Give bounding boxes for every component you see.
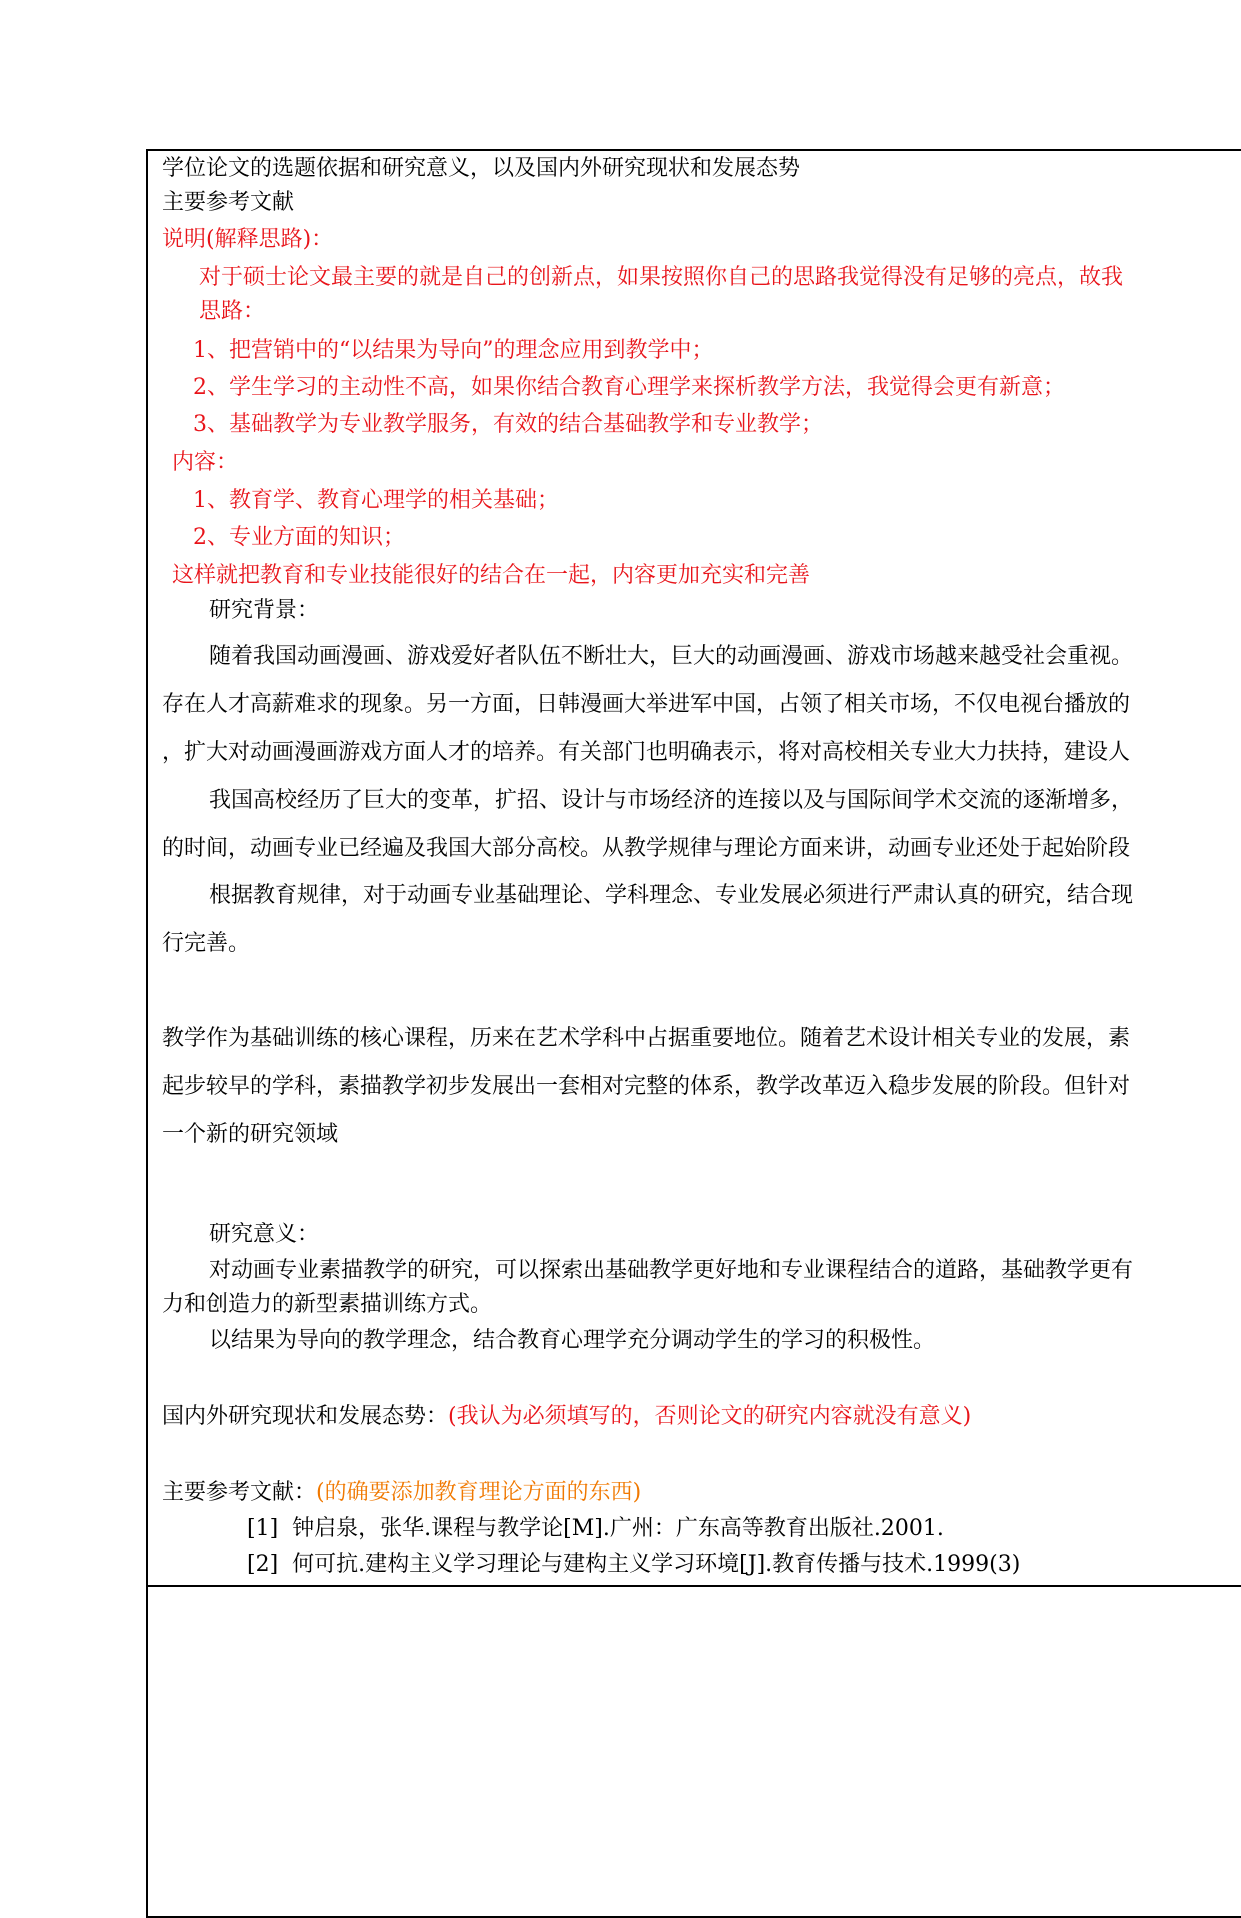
background-p2-line-2: 的时间，动画专业已经遍及我国大部分高校。从教学规律与理论方面来讲，动画专业还处于起始阶段 — [162, 836, 1131, 861]
reference-item-1 — [247, 1515, 944, 1543]
background-p4-line-1: 教学作为基础训练的核心课程，历来在艺术学科中占据重要地位。随着艺术设计相关专业的发展，素 — [162, 1026, 1131, 1051]
section-subtitle: 主要参考文献 — [162, 190, 295, 215]
significance-heading: 研究意义： — [209, 1222, 320, 1247]
table-bottom-border — [146, 1585, 1241, 1587]
background-p4-line-3: 一个新的研究领域 — [162, 1122, 339, 1147]
note-intro-line-1: 对于硕士论文最主要的就是自己的创新点，如果按照你自己的思路我觉得没有足够的亮点，故我 — [199, 265, 1124, 290]
background-p2-line-1: 我国高校经历了巨大的变革，扩招、设计与市场经济的连接以及与国际间学术交流的逐渐增多， — [209, 788, 1134, 813]
note-content-heading: 内容： — [172, 450, 239, 475]
reference-text: 何可抗.建构主义学习理论与建构主义学习环境[J].教育传播与技术.1999(3) — [292, 1552, 1021, 1577]
reference-text: 钟启泉，张华.课程与教学论[M].广州：广东高等教育出版社.2001. — [292, 1516, 944, 1541]
note-point-1: 1、把营销中的“以结果为导向”的理念应用到教学中； — [193, 338, 714, 363]
note-content-item-1: 1、教育学、教育心理学的相关基础； — [193, 488, 559, 513]
background-p1-line-2: 存在人才高薪难求的现象。另一方面，日韩漫画大举进军中国，占领了相关市场，不仅电视台播放的 — [162, 692, 1131, 717]
note-intro-line-2: 思路： — [199, 299, 266, 324]
significance-p1-line-2: 力和创造力的新型素描训练方式。 — [162, 1292, 493, 1317]
background-p1-line-1: 随着我国动画漫画、游戏爱好者队伍不断壮大，巨大的动画漫画、游戏市场越来越受社会重视。 — [209, 644, 1134, 669]
note-heading: 说明(解释思路)： — [162, 227, 334, 252]
reference-number: [1] — [247, 1516, 279, 1541]
note-conclusion: 这样就把教育和专业技能很好的结合在一起，内容更加充实和完善 — [172, 563, 811, 588]
background-p3-line-1: 根据教育规律，对于动画专业基础理论、学科理念、专业发展必须进行严肃认真的研究，结合现 — [209, 883, 1134, 908]
significance-p2: 以结果为导向的教学理念，结合教育心理学充分调动学生的学习的积极性。 — [209, 1328, 936, 1353]
note-point-2: 2、学生学习的主动性不高，如果你结合教育心理学来探析教学方法，我觉得会更有新意； — [193, 375, 1066, 400]
references-line — [162, 1479, 641, 1507]
note-content-item-2: 2、专业方面的知识； — [193, 525, 405, 550]
research-status-comment: (我认为必须填写的，否则论文的研究内容就没有意义) — [448, 1404, 972, 1429]
significance-p1-line-1: 对动画专业素描教学的研究，可以探索出基础教学更好地和专业课程结合的道路，基础教学更有 — [209, 1258, 1134, 1283]
background-p1-line-3: ，扩大对动画漫画游戏方面人才的培养。有关部门也明确表示，将对高校相关专业大力扶持，建设人 — [162, 740, 1131, 765]
background-p3-line-2: 行完善。 — [162, 931, 251, 956]
research-status-label: 国内外研究现状和发展态势： — [162, 1404, 449, 1429]
background-p4-line-2: 起步较早的学科，素描教学初步发展出一套相对完整的体系，教学改革迈入稳步发展的阶段。但针对 — [162, 1074, 1131, 1099]
reference-number: [2] — [247, 1552, 279, 1577]
note-point-3: 3、基础教学为专业教学服务，有效的结合基础教学和专业教学； — [193, 412, 823, 437]
references-label: 主要参考文献： — [162, 1480, 317, 1505]
section-title: 学位论文的选题依据和研究意义，以及国内外研究现状和发展态势 — [162, 156, 801, 181]
research-status-line — [162, 1403, 971, 1431]
background-heading: 研究背景： — [209, 598, 320, 623]
reference-item-2 — [247, 1551, 1020, 1579]
references-comment: (的确要添加教育理论方面的东西) — [316, 1480, 642, 1505]
